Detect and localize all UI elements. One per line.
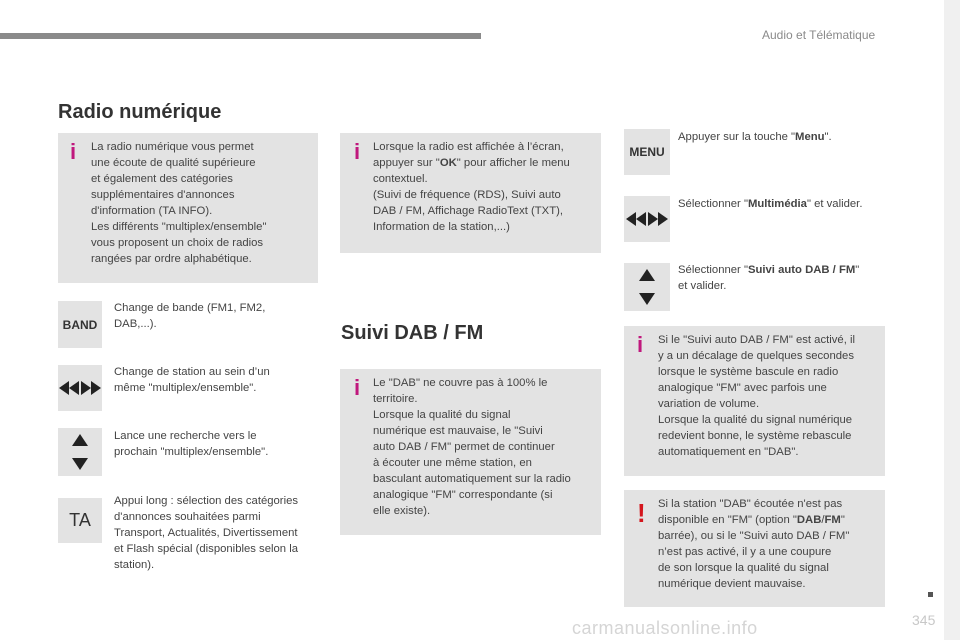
info-box-dab-coverage <box>340 369 601 535</box>
info-box-intro <box>58 133 318 283</box>
info-box-ok-menu <box>340 133 601 253</box>
info-line: une écoute de qualité supérieure <box>91 157 256 169</box>
page-edge <box>944 0 960 640</box>
info-line: numérique est mauvaise, le "Suivi <box>373 425 543 437</box>
ta-key-label: TA <box>69 510 91 530</box>
arrow-left-double-icon <box>626 212 646 226</box>
info-line: vous proposent un choix de radios <box>91 237 264 249</box>
warning-box <box>624 490 885 607</box>
up-down-key <box>624 263 670 311</box>
warning-line: n’est pas activé, il y a une coupure <box>658 546 832 558</box>
info-line: redevient bonne, le système rebascule <box>658 430 852 442</box>
desc-line: Change de bande (FM1, FM2, <box>114 302 266 314</box>
section-title: Audio et Télématique <box>762 28 876 42</box>
desc-line: Lance une recherche vers le <box>114 430 257 442</box>
page-title: Radio numérique <box>58 101 222 123</box>
desc-line: Change de station au sein d’un <box>114 366 270 378</box>
seek-left-right-key <box>624 196 670 242</box>
warning-line: barrée), ou si le "Suivi auto DAB / FM" <box>658 530 850 542</box>
desc-line: et Flash spécial (disponibles selon la <box>114 543 298 555</box>
band-description <box>114 300 314 332</box>
arrow-left-double-icon <box>59 381 79 395</box>
desc-line: même "multiplex/ensemble". <box>114 382 257 394</box>
menu-key <box>624 129 670 175</box>
arrow-up-down-icon <box>72 434 88 470</box>
warning-line: disponible en "FM" (option "DAB/FM" <box>658 514 845 526</box>
info-line: Les différents "multiplex/ensemble" <box>91 221 267 233</box>
ta-description <box>114 493 324 573</box>
info-line: Lorsque la qualité du signal numérique <box>658 414 853 426</box>
band-key-label: BAND <box>62 317 98 332</box>
ta-key <box>58 498 102 543</box>
arrow-right-double-icon <box>648 212 668 226</box>
info-line: Si le "Suivi auto DAB / FM" est activé, il <box>658 334 855 346</box>
info-line: elle existe). <box>373 505 431 517</box>
step-menu: Appuyer sur la touche "Menu". <box>678 131 832 143</box>
info-line: territoire. <box>373 393 418 405</box>
info-line: Le "DAB" ne couvre pas à 100% le <box>373 377 548 389</box>
page-marker <box>928 592 933 597</box>
warning-line: Si la station "DAB" écoutée n'est pas <box>658 498 843 510</box>
info-line: analogique "FM" avec parfois une <box>658 382 827 394</box>
info-line: rangées par ordre alphabétique. <box>91 253 252 265</box>
info-line: analogique "FM" correspondante (si <box>373 489 553 501</box>
info-icon: i <box>354 139 361 164</box>
info-line: lorsque le système bascule en radio <box>658 366 839 378</box>
arrow-up-down-icon <box>639 269 655 305</box>
seek-description <box>114 364 314 396</box>
desc-line: Appui long : sélection des catégories <box>114 495 299 507</box>
desc-line: station). <box>114 559 155 571</box>
warning-line: numérique devient mauvaise. <box>658 578 806 590</box>
info-line: La radio numérique vous permet <box>91 141 254 153</box>
info-line: y a un décalage de quelques secondes <box>658 350 854 362</box>
info-icon: i <box>354 375 361 400</box>
band-key <box>58 301 102 348</box>
step-multimedia: Sélectionner "Multimédia" et valider. <box>678 198 863 210</box>
warning-line: de son lorsque la qualité du signal <box>658 562 829 574</box>
info-icon: i <box>70 139 77 164</box>
step-suivi-auto: Sélectionner "Suivi auto DAB / FM" et valider. <box>678 264 860 292</box>
search-description <box>114 428 314 460</box>
info-line: et également des catégories <box>91 173 233 185</box>
info-line: auto DAB / FM" permet de continuer <box>373 441 555 453</box>
desc-line: DAB,...). <box>114 318 157 330</box>
info-box-suivi-active <box>624 326 885 476</box>
info-line: d'information (TA INFO). <box>91 205 213 217</box>
info-line: DAB / FM, Affichage RadioText (TXT), <box>373 205 564 217</box>
desc-line: prochain "multiplex/ensemble". <box>114 446 269 458</box>
info-line: basculant automatiquement sur la radio <box>373 473 571 485</box>
watermark: carmanualsonline.info <box>572 618 758 638</box>
info-icon: i <box>637 332 644 357</box>
page-number: 345 <box>912 612 936 628</box>
up-down-key <box>58 428 102 476</box>
arrow-right-double-icon <box>81 381 101 395</box>
header-bar <box>0 33 481 39</box>
info-line: (Suivi de fréquence (RDS), Suivi auto <box>373 189 561 201</box>
seek-left-right-key <box>58 365 102 411</box>
info-line: automatiquement en "DAB". <box>658 446 799 458</box>
info-line: variation de volume. <box>658 398 760 410</box>
info-line: Information de la station,...) <box>373 221 510 233</box>
info-line: Lorsque la radio est affichée à l’écran, <box>373 141 564 153</box>
desc-line: Transport, Actualités, Divertissement <box>114 527 298 539</box>
desc-line: d'annonces souhaitées parmi <box>114 511 261 523</box>
menu-key-label: MENU <box>629 145 665 159</box>
info-line: contextuel. <box>373 173 428 185</box>
info-line: Lorsque la qualité du signal <box>373 409 511 421</box>
info-line: à écouter une même station, en <box>373 457 532 469</box>
section-heading-dab: Suivi DAB / FM <box>341 322 484 344</box>
info-line: appuyer sur "OK" pour afficher le menu <box>373 157 570 169</box>
info-line: supplémentaires d'annonces <box>91 189 235 201</box>
warning-icon: ! <box>637 498 646 528</box>
